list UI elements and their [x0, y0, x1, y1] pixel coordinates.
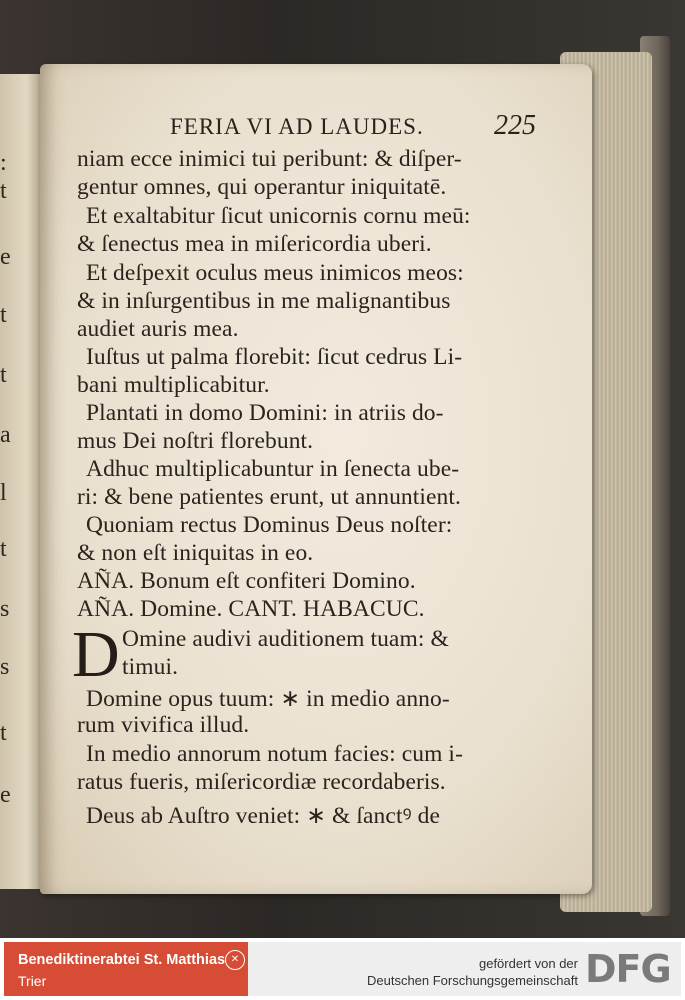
margin-mark: t [0, 302, 7, 328]
text-line: ratus fueris, miſericordiæ recordaberis. [77, 769, 446, 795]
margin-mark: a [0, 422, 11, 448]
text-line: ri: & bene patientes erunt, ut annuntient. [77, 484, 462, 510]
text-line: Quoniam rectus Dominus Deus noſter: [86, 512, 453, 538]
margin-mark: s [0, 654, 10, 680]
dfg-logo[interactable]: DFG [585, 947, 671, 991]
page-number: 225 [494, 110, 536, 141]
text-line: timui. [122, 654, 179, 680]
text-line: Adhuc multiplicabuntur in ſenecta ube- [86, 456, 460, 482]
text-line: Et exaltabitur ſicut unicornis cornu meū: [86, 203, 471, 229]
margin-mark: e [0, 244, 11, 270]
text-line: rum vivifica illud. [77, 712, 250, 738]
text-line: Deus ab Auſtro veniet: ∗ & ſanctꝰ de [86, 803, 441, 829]
text-line: audiet auris mea. [77, 316, 239, 342]
text-line: AÑA. Domine. CANT. HABACUC. [77, 596, 425, 622]
institution-name: Benediktinerabtei St. Matthias [18, 952, 226, 968]
text-line: AÑA. Bonum eſt confiteri Domino. [77, 568, 416, 594]
text-line: Et deſpexit oculus meus inimicos meos: [86, 260, 464, 286]
margin-mark: e [0, 782, 11, 808]
margin-mark: l [0, 480, 7, 506]
text-line: & non eſt iniquitas in eo. [77, 540, 314, 566]
text-line: bani multiplicabitur. [77, 372, 270, 398]
abbey-seal-icon: ✕ [225, 950, 245, 970]
drop-cap: D [72, 618, 120, 691]
margin-mark: t [0, 536, 7, 562]
text-line: & in inſurgentibus in me malignantibus [77, 288, 451, 314]
footer-bar [0, 938, 685, 1000]
text-line: In medio annorum notum facies: cum i- [86, 741, 463, 767]
margin-mark: : [0, 150, 7, 176]
running-header: FERIA VI AD LAUDES. [170, 114, 424, 139]
margin-mark: t [0, 178, 7, 204]
text-line: Domine opus tuum: ∗ in medio anno- [86, 686, 450, 712]
margin-mark: t [0, 362, 7, 388]
institution-city: Trier [18, 973, 47, 989]
text-line: mus Dei noſtri florebunt. [77, 428, 314, 454]
margin-mark: t [0, 720, 7, 746]
text-line: gentur omnes, qui operantur iniquitatē. [77, 174, 447, 200]
margin-mark: s [0, 596, 10, 622]
text-line: Iuſtus ut palma florebit: ſicut cedrus Li- [86, 344, 463, 370]
text-line: niam ecce inimici tui peribunt: & diſper- [77, 146, 462, 172]
text-line: Plantati in domo Domini: in atriis do- [86, 400, 444, 426]
funding-text-1: gefördert von der [478, 956, 578, 971]
text-line: & ſenectus mea in miſericordia uberi. [77, 231, 432, 257]
funding-text-2: Deutschen Forschungsgemeinschaft [366, 973, 578, 988]
institution-link[interactable] [4, 942, 248, 996]
text-line: Omine audivi auditionem tuam: & [122, 626, 449, 652]
